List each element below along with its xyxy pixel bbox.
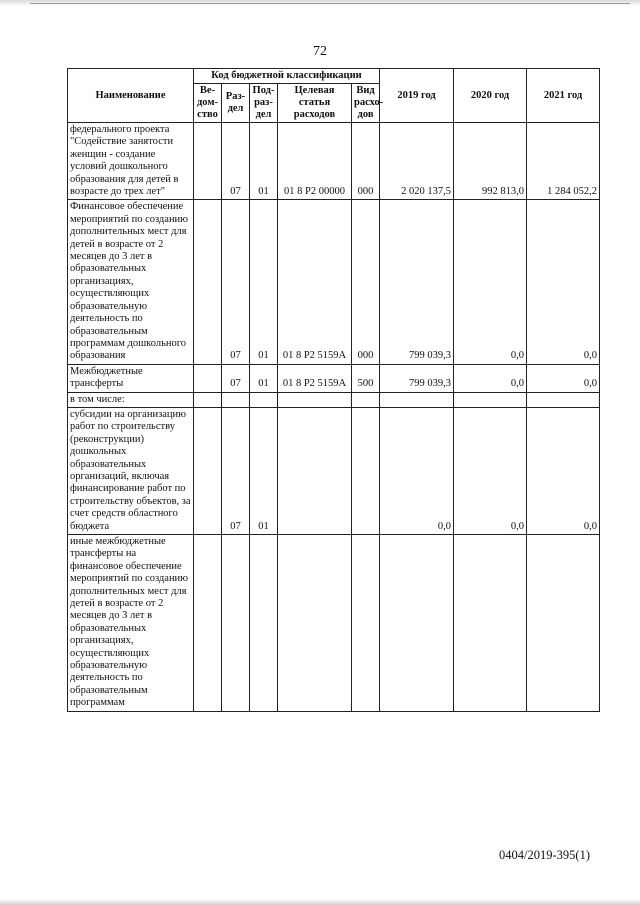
row-celevaya-statya	[278, 407, 352, 534]
row-value-2020: 0,0	[454, 364, 527, 392]
row-name: Межбюджетные трансферты	[68, 364, 194, 392]
row-value-2020	[454, 392, 527, 407]
row-celevaya-statya	[278, 392, 352, 407]
row-value-2020: 0,0	[454, 407, 527, 534]
row-celevaya-statya	[278, 535, 352, 712]
row-vedomstvo	[194, 392, 222, 407]
header-celevaya-statya: Целевая статья расходов	[278, 84, 352, 123]
table-row	[68, 364, 600, 392]
row-celevaya-statya: 01 8 P2 00000	[278, 123, 352, 200]
table-row	[68, 407, 600, 534]
row-name: Финансовое обеспечение мероприятий по созданию дополнительных мест для детей в возрасте от 2 месяцев до 3 лет в образовательных организациях, осуществляющих образовательную деятельность по образовательным программам дошкольного образования	[68, 200, 194, 364]
row-value-2021: 0,0	[527, 364, 600, 392]
row-vedomstvo	[194, 364, 222, 392]
header-year-2019: 2019 год	[380, 69, 454, 123]
row-value-2021	[527, 392, 600, 407]
row-vedomstvo	[194, 535, 222, 712]
row-razdel: 07	[222, 123, 250, 200]
row-value-2021: 0,0	[527, 407, 600, 534]
row-value-2021	[527, 535, 600, 712]
header-year-2020: 2020 год	[454, 69, 527, 123]
header-name: Наименование	[68, 69, 194, 123]
row-value-2020: 0,0	[454, 200, 527, 364]
row-podrazdel: 01	[250, 407, 278, 534]
table-row	[68, 535, 600, 712]
header-podrazdel: Под-раз-дел	[250, 84, 278, 123]
header-vid-rashodov: Вид расхо-дов	[352, 84, 380, 123]
row-celevaya-statya: 01 8 P2 5159A	[278, 364, 352, 392]
row-value-2019: 0,0	[380, 407, 454, 534]
row-vid-rashodov: 000	[352, 123, 380, 200]
row-name: федерального проекта "Содействие занятости женщин - создание условий дошкольного образования для детей в возрасте до трех лет"	[68, 123, 194, 200]
row-celevaya-statya: 01 8 P2 5159A	[278, 200, 352, 364]
row-name: субсидии на организацию работ по строительству (реконструкции) дошкольных образовательных организаций, включая финансирование работ по строительству объектов, за счет средств областного бюджета	[68, 407, 194, 534]
row-value-2021: 0,0	[527, 200, 600, 364]
header-vedomstvo: Ве-дом-ство	[194, 84, 222, 123]
scan-edge-bottom	[0, 899, 640, 905]
row-podrazdel	[250, 392, 278, 407]
row-vid-rashodov: 000	[352, 200, 380, 364]
row-razdel	[222, 392, 250, 407]
row-value-2020: 992 813,0	[454, 123, 527, 200]
row-value-2021: 1 284 052,2	[527, 123, 600, 200]
row-vid-rashodov: 500	[352, 364, 380, 392]
table-row	[68, 200, 600, 364]
row-podrazdel: 01	[250, 364, 278, 392]
row-razdel: 07	[222, 364, 250, 392]
row-vedomstvo	[194, 407, 222, 534]
row-value-2020	[454, 535, 527, 712]
row-value-2019: 799 039,3	[380, 200, 454, 364]
row-vedomstvo	[194, 123, 222, 200]
row-vid-rashodov	[352, 535, 380, 712]
row-value-2019	[380, 392, 454, 407]
row-razdel: 07	[222, 407, 250, 534]
row-vid-rashodov	[352, 407, 380, 534]
budget-table	[67, 68, 600, 712]
row-vedomstvo	[194, 200, 222, 364]
table-row	[68, 123, 600, 200]
row-razdel: 07	[222, 200, 250, 364]
document-code: 0404/2019-395(1)	[499, 848, 590, 862]
table-row	[68, 392, 600, 407]
scan-line-top	[30, 3, 630, 4]
header-year-2021: 2021 год	[527, 69, 600, 123]
page-number: 72	[313, 44, 327, 59]
row-value-2019: 2 020 137,5	[380, 123, 454, 200]
row-name: в том числе:	[68, 392, 194, 407]
row-value-2019: 799 039,3	[380, 364, 454, 392]
row-podrazdel	[250, 535, 278, 712]
header-razdel: Раз-дел	[222, 84, 250, 123]
row-podrazdel: 01	[250, 123, 278, 200]
row-vid-rashodov	[352, 392, 380, 407]
row-podrazdel: 01	[250, 200, 278, 364]
header-budget-classification: Код бюджетной классификации	[194, 69, 380, 84]
row-name: иные межбюджетные трансферты на финансовое обеспечение мероприятий по созданию дополнительных мест для детей в возрасте от 2 месяцев до 3 лет в образовательных организациях, осуществляющих образовательную деятельность по образовательным программам	[68, 535, 194, 712]
row-razdel	[222, 535, 250, 712]
row-value-2019	[380, 535, 454, 712]
